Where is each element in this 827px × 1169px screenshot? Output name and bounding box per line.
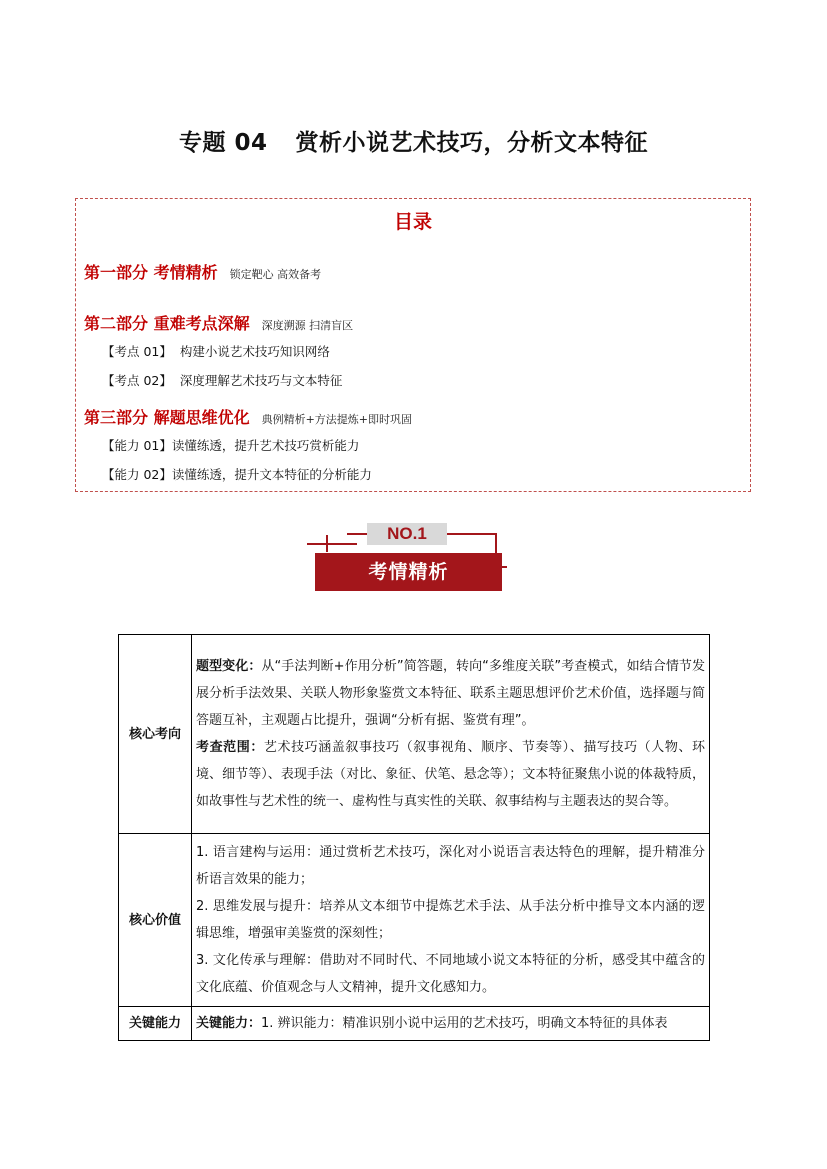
row-key: 核心考向 [119, 635, 192, 834]
banner-line [326, 535, 328, 552]
toc-part-3[interactable] [84, 405, 412, 428]
topic-number: 专题 04 [178, 130, 268, 156]
item-text: 深度理解艺术技巧与文本特征 [179, 373, 343, 388]
document-title [0, 124, 827, 157]
para-label: 考查范围： [196, 740, 264, 755]
exam-analysis-table [118, 634, 710, 1041]
item-tag: 【能力 02】 [102, 467, 172, 482]
part-subtitle: 锁定靶心 高效备考 [229, 268, 322, 281]
banner-line [307, 543, 357, 545]
item-text: 构建小说艺术技巧知识网络 [179, 344, 330, 359]
part-subtitle: 深度溯源 扫清盲区 [261, 319, 354, 332]
para-text: 从“手法判断+作用分析”简答题，转向“多维度关联”考查模式，如结合情节发展分析手法效果、关联人物形象鉴赏文本特征、联系主题思想评价艺术价值，选择题与简答题互补，主观题占比提升，强调“分析有据、鉴赏有理”。 [196, 659, 705, 728]
toc-heading: 目录 [393, 211, 432, 233]
banner-line [495, 533, 497, 553]
row-paragraph [196, 1010, 705, 1037]
item-tag: 【能力 01】 [102, 438, 172, 453]
table-row [119, 635, 710, 834]
toc-item[interactable] [102, 465, 372, 483]
row-key: 核心价值 [119, 834, 192, 1007]
row-paragraph: 3. 文化传承与理解：借助对不同时代、不同地域小说文本特征的分析，感受其中蕴含的文化底蕴、价值观念与人文精神，提升文化感知力。 [196, 953, 705, 995]
row-content [192, 635, 710, 834]
item-tag: 【考点 02】 [102, 373, 172, 388]
part-title: 第一部分 考情精析 [84, 263, 218, 282]
toc-part-2[interactable] [84, 311, 353, 334]
row-paragraph: 2. 思维发展与提升：培养从文本细节中提炼艺术手法、从手法分析中推导文本内涵的逻辑思维，增强审美鉴赏的深刻性； [196, 899, 705, 941]
section-number: NO.1 [367, 523, 447, 545]
toc-item[interactable] [102, 371, 342, 389]
part-subtitle: 典例精析+方法提炼+即时巩固 [261, 413, 413, 426]
item-tag: 【考点 01】 [102, 344, 172, 359]
para-text: 1. 辨识能力：精准识别小说中运用的艺术技巧，明确文本特征的具体表 [261, 1016, 668, 1031]
table-row [119, 834, 710, 1007]
row-content [192, 1007, 710, 1041]
part-title: 第三部分 解题思维优化 [84, 408, 250, 427]
para-label: 关键能力： [196, 1016, 262, 1031]
row-paragraph [196, 734, 705, 815]
topic-title: 赏析小说艺术技巧，分析文本特征 [295, 130, 648, 156]
row-paragraph [196, 653, 705, 734]
section-label: 考情精析 [315, 553, 502, 591]
item-text: 读懂练透，提升艺术技巧赏析能力 [171, 438, 360, 453]
section-banner [307, 520, 507, 594]
part-title: 第二部分 重难考点深解 [84, 314, 250, 333]
table-of-contents [75, 198, 751, 492]
toc-part-1[interactable] [84, 260, 321, 283]
row-content [192, 834, 710, 1007]
para-text: 艺术技巧涵盖叙事技巧（叙事视角、顺序、节奏等）、描写技巧（人物、环境、细节等）、表现手法（对比、象征、伏笔、悬念等）；文本特征聚焦小说的体裁特质，如故事性与艺术性的统一、虚构性与真实性的关联、叙事结构与主题表达的契合等。 [196, 740, 705, 809]
row-paragraph: 1. 语言建构与运用：通过赏析艺术技巧，深化对小说语言表达特色的理解，提升精准分析语言效果的能力； [196, 845, 705, 887]
item-text: 读懂练透，提升文本特征的分析能力 [171, 467, 372, 482]
toc-item[interactable] [102, 436, 359, 454]
table-row [119, 1007, 710, 1041]
row-key: 关键能力 [119, 1007, 192, 1041]
toc-item[interactable] [102, 342, 330, 360]
para-label: 题型变化： [196, 659, 262, 674]
